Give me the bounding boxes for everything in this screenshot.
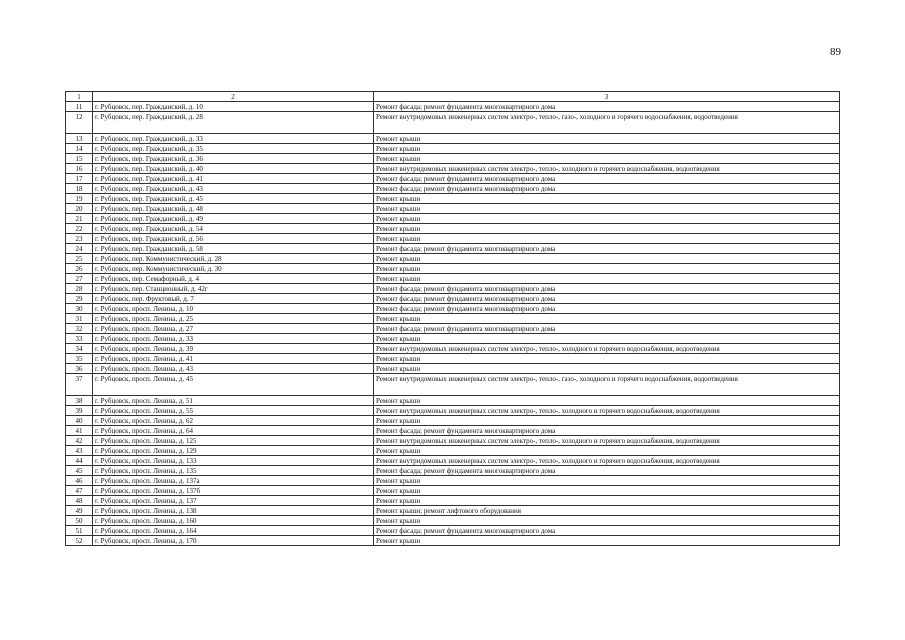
- table-row: [66, 536, 840, 546]
- table-row: [66, 174, 840, 184]
- address-cell: г. Рубцовск, просп. Ленина, д. 39: [93, 344, 374, 354]
- address-cell: г. Рубцовск, пер. Гражданский, д. 36: [93, 154, 374, 164]
- table-row: [66, 334, 840, 344]
- row-number-cell: 13: [66, 134, 93, 144]
- row-number-cell: 12: [66, 112, 93, 134]
- row-number-cell: 49: [66, 506, 93, 516]
- work-type-cell: Ремонт фасада; ремонт фундамента многоквартирного дома: [374, 174, 840, 184]
- table-row: [66, 526, 840, 536]
- table-body: [66, 92, 840, 546]
- address-cell: г. Рубцовск, пер. Гражданский, д. 28: [93, 112, 374, 134]
- address-cell: г. Рубцовск, просп. Ленина, д. 164: [93, 526, 374, 536]
- address-cell: г. Рубцовск, просп. Ленина, д. 64: [93, 426, 374, 436]
- work-type-cell: Ремонт фасада; ремонт фундамента многоквартирного дома: [374, 102, 840, 112]
- work-type-cell: Ремонт фасада; ремонт фундамента многоквартирного дома: [374, 284, 840, 294]
- table-row: [66, 314, 840, 324]
- table-row: [66, 496, 840, 506]
- table-row: [66, 396, 840, 406]
- table-row: [66, 456, 840, 466]
- row-number-cell: 27: [66, 274, 93, 284]
- row-number-cell: 44: [66, 456, 93, 466]
- table-row: [66, 164, 840, 174]
- table-row: [66, 144, 840, 154]
- header-col-3: 3: [374, 92, 840, 102]
- address-cell: г. Рубцовск, пер. Гражданский, д. 33: [93, 134, 374, 144]
- row-number-cell: 14: [66, 144, 93, 154]
- table-row: [66, 184, 840, 194]
- address-cell: г. Рубцовск, просп. Ленина, д. 129: [93, 446, 374, 456]
- work-type-cell: Ремонт внутридомовых инженерных систем электро-, тепло-, холодного и горячего водоснабжения, водоотведения: [374, 436, 840, 446]
- table-row: [66, 344, 840, 354]
- address-cell: г. Рубцовск, просп. Ленина, д. 138: [93, 506, 374, 516]
- work-type-cell: Ремонт крыши: [374, 264, 840, 274]
- address-cell: г. Рубцовск, просп. Ленина, д. 135: [93, 466, 374, 476]
- table-row: [66, 426, 840, 436]
- table-row: [66, 516, 840, 526]
- table-row: [66, 154, 840, 164]
- work-type-cell: Ремонт крыши: [374, 354, 840, 364]
- address-cell: г. Рубцовск, просп. Ленина, д. 137: [93, 496, 374, 506]
- work-type-cell: Ремонт крыши: [374, 194, 840, 204]
- work-type-cell: Ремонт внутридомовых инженерных систем электро-, тепло-, газо-, холодного и горячего водоснабжения, водоотведения: [374, 374, 840, 396]
- row-number-cell: 47: [66, 486, 93, 496]
- row-number-cell: 21: [66, 214, 93, 224]
- work-type-cell: Ремонт фасада; ремонт фундамента многоквартирного дома: [374, 294, 840, 304]
- work-type-cell: Ремонт крыши: [374, 536, 840, 546]
- table-row: [66, 112, 840, 134]
- work-type-cell: Ремонт фасада; ремонт фундамента многоквартирного дома: [374, 324, 840, 334]
- table-row: [66, 486, 840, 496]
- work-type-cell: Ремонт внутридомовых инженерных систем электро-, тепло-, холодного и горячего водоснабжения, водоотведения: [374, 456, 840, 466]
- work-type-cell: Ремонт фасада; ремонт фундамента многоквартирного дома: [374, 184, 840, 194]
- work-type-cell: Ремонт крыши: [374, 204, 840, 214]
- table-row: [66, 416, 840, 426]
- address-cell: г. Рубцовск, пер. Гражданский, д. 48: [93, 204, 374, 214]
- work-type-cell: Ремонт внутридомовых инженерных систем электро-, тепло-, холодного и горячего водоснабжения, водоотведения: [374, 164, 840, 174]
- address-cell: г. Рубцовск, просп. Ленина, д. 27: [93, 324, 374, 334]
- row-number-cell: 23: [66, 234, 93, 244]
- table-row: [66, 284, 840, 294]
- table-row: [66, 214, 840, 224]
- address-cell: г. Рубцовск, пер. Гражданский, д. 10: [93, 102, 374, 112]
- address-cell: г. Рубцовск, пер. Гражданский, д. 41: [93, 174, 374, 184]
- work-type-cell: Ремонт фасада; ремонт фундамента многоквартирного дома: [374, 426, 840, 436]
- table-row: [66, 274, 840, 284]
- table-row: [66, 234, 840, 244]
- table-row: [66, 102, 840, 112]
- row-number-cell: 29: [66, 294, 93, 304]
- row-number-cell: 51: [66, 526, 93, 536]
- row-number-cell: 26: [66, 264, 93, 274]
- row-number-cell: 48: [66, 496, 93, 506]
- row-number-cell: 50: [66, 516, 93, 526]
- work-type-cell: Ремонт крыши: [374, 224, 840, 234]
- row-number-cell: 11: [66, 102, 93, 112]
- row-number-cell: 22: [66, 224, 93, 234]
- address-cell: г. Рубцовск, пер. Гражданский, д. 58: [93, 244, 374, 254]
- row-number-cell: 24: [66, 244, 93, 254]
- address-cell: г. Рубцовск, просп. Ленина, д. 41: [93, 354, 374, 364]
- address-cell: г. Рубцовск, пер. Коммунистический, д. 30: [93, 264, 374, 274]
- table-row: [66, 254, 840, 264]
- table-row: [66, 364, 840, 374]
- row-number-cell: 33: [66, 334, 93, 344]
- table-row: [66, 204, 840, 214]
- address-cell: г. Рубцовск, просп. Ленина, д. 62: [93, 416, 374, 426]
- work-type-cell: Ремонт внутридомовых инженерных систем электро-, тепло-, холодного и горячего водоснабжения, водоотведения: [374, 406, 840, 416]
- work-type-cell: Ремонт фасада; ремонт фундамента многоквартирного дома: [374, 244, 840, 254]
- address-cell: г. Рубцовск, просп. Ленина, д. 137а: [93, 476, 374, 486]
- row-number-cell: 35: [66, 354, 93, 364]
- table-row: [66, 506, 840, 516]
- work-type-cell: Ремонт крыши: [374, 516, 840, 526]
- work-type-cell: Ремонт крыши: [374, 416, 840, 426]
- table-row: [66, 446, 840, 456]
- address-cell: г. Рубцовск, просп. Ленина, д. 125: [93, 436, 374, 446]
- work-type-cell: Ремонт крыши; ремонт лифтового оборудования: [374, 506, 840, 516]
- work-type-cell: Ремонт крыши: [374, 134, 840, 144]
- work-type-cell: Ремонт внутридомовых инженерных систем электро-, тепло-, газо-, холодного и горячего водоснабжения, водоотведения: [374, 112, 840, 134]
- address-cell: г. Рубцовск, пер. Гражданский, д. 56: [93, 234, 374, 244]
- address-cell: г. Рубцовск, просп. Ленина, д. 160: [93, 516, 374, 526]
- table-row: [66, 324, 840, 334]
- row-number-cell: 30: [66, 304, 93, 314]
- work-type-cell: Ремонт крыши: [374, 314, 840, 324]
- table-row: [66, 354, 840, 364]
- address-cell: г. Рубцовск, просп. Ленина, д. 33: [93, 334, 374, 344]
- header-col-2: 2: [93, 92, 374, 102]
- address-cell: г. Рубцовск, пер. Гражданский, д. 54: [93, 224, 374, 234]
- work-type-cell: Ремонт крыши: [374, 254, 840, 264]
- table-row: [66, 294, 840, 304]
- table-row: [66, 264, 840, 274]
- work-type-cell: Ремонт крыши: [374, 396, 840, 406]
- table-row: [66, 476, 840, 486]
- address-cell: г. Рубцовск, просп. Ленина, д. 25: [93, 314, 374, 324]
- address-cell: г. Рубцовск, просп. Ленина, д. 45: [93, 374, 374, 396]
- table-row: [66, 436, 840, 446]
- address-cell: г. Рубцовск, просп. Ленина, д. 170: [93, 536, 374, 546]
- row-number-cell: 19: [66, 194, 93, 204]
- work-type-cell: Ремонт фасада; ремонт фундамента многоквартирного дома: [374, 304, 840, 314]
- address-cell: г. Рубцовск, пер. Коммунистический, д. 28: [93, 254, 374, 264]
- row-number-cell: 34: [66, 344, 93, 354]
- table-row: [66, 244, 840, 254]
- row-number-cell: 16: [66, 164, 93, 174]
- row-number-cell: 38: [66, 396, 93, 406]
- work-type-cell: Ремонт крыши: [374, 274, 840, 284]
- work-type-cell: Ремонт фасада; ремонт фундамента многоквартирного дома: [374, 466, 840, 476]
- work-type-cell: Ремонт крыши: [374, 334, 840, 344]
- work-type-cell: Ремонт крыши: [374, 446, 840, 456]
- row-number-cell: 52: [66, 536, 93, 546]
- table-row: [66, 224, 840, 234]
- work-type-cell: Ремонт крыши: [374, 364, 840, 374]
- address-cell: г. Рубцовск, пер. Гражданский, д. 40: [93, 164, 374, 174]
- row-number-cell: 42: [66, 436, 93, 446]
- row-number-cell: 45: [66, 466, 93, 476]
- row-number-cell: 15: [66, 154, 93, 164]
- address-cell: г. Рубцовск, просп. Ленина, д. 55: [93, 406, 374, 416]
- work-type-cell: Ремонт крыши: [374, 154, 840, 164]
- work-type-cell: Ремонт крыши: [374, 486, 840, 496]
- address-cell: г. Рубцовск, пер. Гражданский, д. 43: [93, 184, 374, 194]
- address-cell: г. Рубцовск, пер. Гражданский, д. 35: [93, 144, 374, 154]
- row-number-cell: 28: [66, 284, 93, 294]
- row-number-cell: 39: [66, 406, 93, 416]
- address-cell: г. Рубцовск, просп. Ленина, д. 133: [93, 456, 374, 466]
- work-type-cell: Ремонт крыши: [374, 234, 840, 244]
- row-number-cell: 36: [66, 364, 93, 374]
- work-type-cell: Ремонт внутридомовых инженерных систем электро-, тепло-, холодного и горячего водоснабжения, водоотведения: [374, 344, 840, 354]
- address-cell: г. Рубцовск, пер. Станционный, д. 42г: [93, 284, 374, 294]
- address-cell: г. Рубцовск, просп. Ленина, д. 10: [93, 304, 374, 314]
- row-number-cell: 25: [66, 254, 93, 264]
- row-number-cell: 17: [66, 174, 93, 184]
- address-cell: г. Рубцовск, пер. Семафорный, д. 4: [93, 274, 374, 284]
- work-type-cell: Ремонт крыши: [374, 214, 840, 224]
- table-row: [66, 304, 840, 314]
- row-number-cell: 37: [66, 374, 93, 396]
- repair-program-table: [65, 91, 840, 546]
- row-number-cell: 20: [66, 204, 93, 214]
- work-type-cell: Ремонт крыши: [374, 144, 840, 154]
- row-number-cell: 46: [66, 476, 93, 486]
- table-row: [66, 134, 840, 144]
- row-number-cell: 32: [66, 324, 93, 334]
- address-cell: г. Рубцовск, просп. Ленина, д. 51: [93, 396, 374, 406]
- page-number: 89: [830, 46, 841, 58]
- table-header-row: [66, 92, 840, 102]
- work-type-cell: Ремонт крыши: [374, 476, 840, 486]
- row-number-cell: 43: [66, 446, 93, 456]
- header-col-1: 1: [66, 92, 93, 102]
- address-cell: г. Рубцовск, просп. Ленина, д. 137б: [93, 486, 374, 496]
- row-number-cell: 31: [66, 314, 93, 324]
- table-row: [66, 466, 840, 476]
- address-cell: г. Рубцовск, просп. Ленина, д. 43: [93, 364, 374, 374]
- work-type-cell: Ремонт фасада; ремонт фундамента многоквартирного дома: [374, 526, 840, 536]
- table-row: [66, 374, 840, 396]
- address-cell: г. Рубцовск, пер. Гражданский, д. 49: [93, 214, 374, 224]
- address-cell: г. Рубцовск, пер. Фруктовый, д. 7: [93, 294, 374, 304]
- row-number-cell: 41: [66, 426, 93, 436]
- address-cell: г. Рубцовск, пер. Гражданский, д. 45: [93, 194, 374, 204]
- work-type-cell: Ремонт крыши: [374, 496, 840, 506]
- row-number-cell: 18: [66, 184, 93, 194]
- row-number-cell: 40: [66, 416, 93, 426]
- table-row: [66, 194, 840, 204]
- table-row: [66, 406, 840, 416]
